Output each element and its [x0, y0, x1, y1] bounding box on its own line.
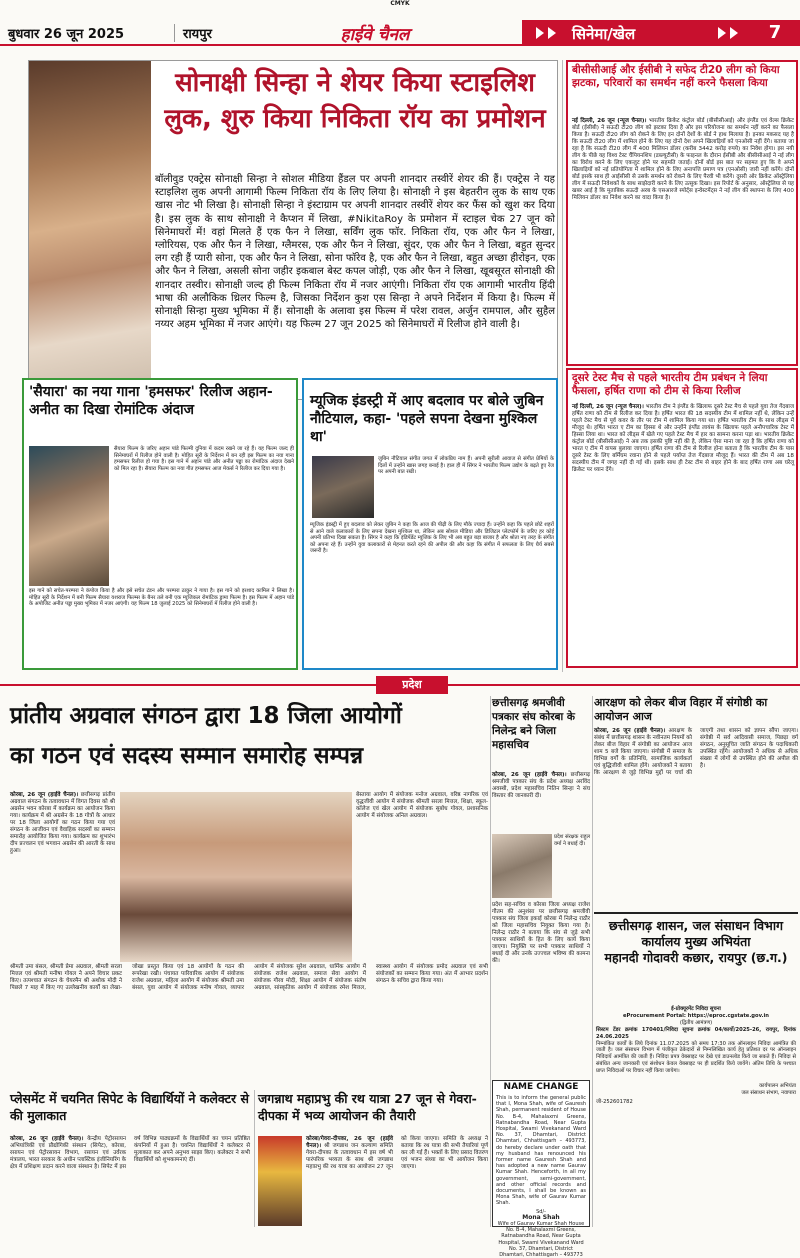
jubin-headline [310, 392, 556, 452]
reservation-headline [594, 696, 798, 726]
tender-notice-number: सिस्टम टेंडर क्रमांक 170401/निविदा सूचना क्रमांक 04/कार्यो/2025-26, रायपुर, दिनांक 24.06.2025 [596, 1026, 796, 1040]
state-story-headline [10, 696, 488, 788]
jubin-body-2-text: म्यूजिक इंडस्ट्री में हुए बदलाव को लेकर जुबिन ने कहा कि आज की पीढ़ी के लिए मौके ज्यादा हैं। उन्होंने कहा कि पहले छोटे शहरों से आने वाले कलाकारों के लिए सपना देखना मुश्किल था, लेकिन अब सोशल मीडिया और डिजिटल प्लेटफॉर्म के जरिए हर कोई अपनी प्रतिभा दिखा सकता है। सिंगर ने कहा कि इंडिपेंडेंट म्यूजिक के लिए भी अब बहुत बड़ा बाजार है और श्रोता नए तरह के संगीत को अपना रहे हैं। उन्होंने युवा कलाकारों से मेहनत करते रहने की अपील की और कहा कि संगीत में सफलता के लिए धैर्य सबसे जरूरी है। [310, 522, 554, 555]
tender-body [596, 1006, 796, 1226]
name-change-sign: Sd/- [536, 1208, 546, 1215]
chevron-right-icon [730, 27, 738, 39]
journalist-story-body1 [492, 772, 590, 832]
jubin-story [302, 378, 558, 670]
cricket-story-2-headline [572, 372, 794, 402]
tender-title-line2: कार्यालय मुख्य अभियंता [641, 934, 751, 949]
tender-office: जल संसाधन संभाग, नवापारा [741, 1089, 796, 1096]
tender-title [594, 918, 798, 1002]
cmyk-marker [380, 0, 420, 10]
saiyaara-body-1-text: सैयारा फिल्म के जरिए अहान पांडे फिल्मी दुनिया में कदम रखने जा रहे हैं। यह फिल्म जल्द ही सिनेमाघरों में रिलीज होने वाली है। मोहित सूरी के निर्देशन में बन रही इस फिल्म का नया गाना हमसफर रिलीज हो गया है। इस गाने में अहान पांडे और अनीत पड्डा का रोमांटिक अंदाज देखने को मिल रहा है। सैयारा फिल्म का नया गीत हमसफर आज मेकर्स ने रिलीज कर दिया गया है। [114, 446, 294, 472]
lead-headline-line2: लुक, शुरु किया निकिता रॉय का प्रमोशन [164, 104, 546, 134]
saiyaara-photo [29, 446, 109, 586]
jubin-photo [312, 456, 374, 518]
placement-body [10, 1136, 250, 1226]
reservation-headline-text: आरक्षण को लेकर बीज विहार में संगोष्ठी का आयोजन आज [594, 696, 768, 723]
journalist-story-dateline: कोरबा, 26 जून (हाईवे चैनल)। [492, 772, 567, 778]
chevron-right-icon [718, 27, 726, 39]
lead-photo [29, 61, 151, 399]
tender-signature: कार्यपालन अभियंता [759, 1083, 796, 1090]
reservation-dateline: कोरबा, 26 जून (हाईवे चैनल)। [594, 728, 666, 734]
name-change-name: Mona Shah [522, 1213, 560, 1221]
lead-story [28, 60, 558, 400]
state-story-col1 [10, 792, 115, 960]
saiyaara-headline [29, 383, 295, 439]
state-story-dateline: कोरबा, 26 जून (हाईवे चैनल)। [10, 792, 79, 798]
name-change-address: Wife of Gaurav Kumar Shah House No. B-4, Mahalaxmi Greens, Ratnabandha Road, Near Gupta Hospital, Swami Vivekanand Ward No. 37, Dhamtari, District Dhamtari, Chhattisgarh – 493773 [497, 1221, 585, 1258]
cricket-story-1-text: भारतीय क्रिकेट कंट्रोल बोर्ड (बीसीसीआई) और इंग्लैंड एवं वेल्स क्रिकेट बोर्ड (ईसीबी) ने सऊदी टी20 लीग को झटका दिया है और इस परियोजना का समर्थन नहीं करने का फैसला किया है। सऊदी टी20 लीग को रोकने के लिए इन दोनों देशों के बोर्ड ने हाथ मिलाया है। इनका मकसद यह है कि सऊदी टी20 लीग में शामिल होने के लिए यह दोनों देश अपने खिलाड़ियों को एनओसी नहीं देंगे। बताया जा रहा है कि सऊदी टी20 लीग में 400 मिलियन डॉलर (करीब 3442 करोड़ रुपये) का निवेश होगा। इस नयी लीग के पीछे यह विश्व टेस्ट चैंपियनशिप (डब्ल्यूटीसी) के फाइनल के दौरान ईसीबी और बीसीसीआई ने नई लीग का विरोध करने के लिए एकजुट होने पर सहमति जताई। दोनों बोर्ड इस बात पर सहमत हुए कि वे अपने खिलाड़ियों को नई प्रतियोगिता में शामिल होने के लिए अनापत्ति प्रमाण पत्र (एनओसी) जारी नहीं करेंगे। दोनों बोर्ड इसके साथ ही आईसीसी से उसके समर्थन को रोकने के लिए पैरवी भी करेंगे। दूसरी ओर क्रिकेट ऑस्ट्रेलिया लीग में सऊदी निवेशकों के साथ साझेदारी करने के लिए उत्सुक दिखा। इस रिपोर्ट के अनुसार, ऑस्ट्रेलिया से यह खबर आई है कि मुताबिक सऊदी अरब के एसआरजे स्पोर्ट्स इन्वेस्टमेंट्स ने नई लीग की स्थापना के लिए 400 मिलियन डॉलर का निवेश करने का वादा किया है। [572, 118, 794, 201]
journalist-story-body2-text: प्रदेश सह-सचिव व कोरबा जिला अध्यक्ष राजेश गौतम की अनुशंसा पर छत्तीसगढ़ श्रमजीवी पत्रकार संघ जिला इकाई कोरबा में निलेन्द्र राठौर को जिला महासचिव नियुक्त किया गया है। निलेन्द्र राठौर ने बताया कि संघ से जुड़े सभी पत्रकार साथियों के हित के लिए कार्य किया जाएगा। नियुक्ति पर सभी पत्रकार साथियों ने बधाई दी और उनके उज्ज्वल भविष्य की कामना की। [492, 902, 590, 964]
cricket-story-1-body [572, 118, 794, 362]
tender-portal: eProcurement Portal: https://eproc.cgstate.gov.in [623, 1012, 769, 1019]
tender-subtitle: ई-प्रोक्यूरमेंट निविदा सूचना [671, 1006, 721, 1012]
rath-body [306, 1136, 488, 1226]
journalist-story-headline [492, 696, 590, 770]
reservation-body [594, 728, 798, 906]
saiyaara-story [22, 378, 298, 670]
state-story-col3 [10, 964, 488, 1088]
tender-notice [594, 912, 798, 1227]
cmyk-label: CMYK [390, 0, 410, 7]
rath-headline-text: जगन्नाथ महाप्रभु की रथ यात्रा 27 जून से गेवरा-दीपका में भव्य आयोजन की तैयारी [258, 1091, 477, 1123]
jubin-headline-text: म्यूजिक इंडस्ट्री में आए बदलाव पर बोले जुबिन नौटियाल, कहा- 'पहले सपना देखना मुश्किल था' [310, 393, 544, 445]
chevron-right-icon [536, 27, 544, 39]
section-band [0, 676, 800, 694]
jubin-body-2 [310, 522, 554, 668]
state-story-body3: श्रीमती उमा बंसल, श्रीमती प्रेमा अग्रवाल, श्रीमती सरला मित्तल एवं श्रीमती मनीषा गोयल ने अपने विचार प्रकट किए। तत्पश्चात संगठन के चेयरमैन श्री अशोक मोदी ने पिछले 7 माह में किए गए उल्लेखनीय कार्यों का लेखा-जोखा प्रस्तुत किया एवं 18 आयोगों के गठन की रूपरेखा रखी। पंचायत पारिवारिक आयोग में संयोजक राजेश अग्रवाल, महिला आयोग में संयोजक श्रीमती उमा बंसल, युवा आयोग में संयोजक मनीष गोयल, व्यापार आयोग में संयोजक सुरेश अग्रवाल, धार्मिक आयोग में संयोजक राजेश अग्रवाल, समाज सेवा आयोग में संयोजक गौरव मोदी, शिक्षा आयोग में संयोजक संतोष अग्रवाल, सांस्कृतिक आयोग में संयोजक रमेश मित्तल, स्वास्थ्य आयोग में संयोजक प्रमोद अग्रवाल एवं सभी संयोजकों का सम्मान किया गया। अंत में आभार प्रदर्शन संगठन के सचिव द्वारा किया गया। [10, 964, 488, 991]
name-change-text: This is to inform the general public that I, Mona Shah, wife of Gauresh Shah, permanent resident of House No. B-4, Mahalaxmi Greens, Ratnabandha Road, Near Gupta Hospital, Swami Vivekanand Ward No. 37, Dhamtari, District Dhamtari, Chhattisgarh – 493773, do hereby declare under oath that my husband has renounced his former name Gauresh Shah and has adopted a new name Gaurav Kumar Shah. Henceforth, in all my government, semi-government, and other official records and documents, I shall be known as Mona Shah, wife of Gaurav Kumar Shah. [496, 1095, 586, 1207]
chevron-right-icon [548, 27, 556, 39]
column-divider [592, 696, 593, 1227]
state-story-col2 [356, 792, 488, 872]
placement-headline-text: प्लेसमेंट में चयनित सिपेट के विद्यार्थियों ने कलेक्टर से की मुलाकात [10, 1091, 249, 1123]
placement-dateline: कोरबा, 26 जून (हाईवे चैनल)। [10, 1136, 84, 1142]
name-change-title: NAME CHANGE [503, 1082, 579, 1092]
column-divider [254, 1090, 255, 1227]
journalist-story-body1b [554, 834, 590, 898]
state-story-photo [120, 792, 352, 962]
reservation-story [594, 696, 798, 908]
journalist-story [492, 696, 590, 1076]
lead-headline [155, 65, 555, 173]
state-story-headline-line2: का गठन एवं सदस्य सम्मान समारोह सम्पन्न [10, 743, 364, 769]
lead-body-text: बॉलीवुड एक्ट्रेस सोनाक्षी सिन्हा ने सोशल मीडिया हैंडल पर अपनी शानदार तस्वीरें शेयर की हैं। एक्ट्रेस ने यह स्टाइलिश लुक अपनी आगामी फिल्म निकिता रॉय के लिए लिया है। सोनाक्षी ने इस बेहतरीन लुक के साथ एक खास नोट भी लिखा है। सोनाक्षी सिन्हा ने इंस्टाग्राम पर अपनी शानदार तस्वीरें शेयर कर फैंस को खुश कर दिया है। इस लुक के साथ सोनाक्षी ने कैप्शन में लिखा, #NikitaRoy के प्रमोशन में स्टाइल चेक 27 जून को सिनेमाघरों में! वहां मिलते हैं एक फैन ने लिखा, सर्विंग लुक फॉर. निकिता रॉय, एक और फैन ने लिखा, ग्लोरियस, एक और फैन ने लिखा, ग्लैमरस, एक और फैन ने लिखा, सुंदर, एक और फैन ने लिखा, बहुत सुन्दर लग रही हैं प्यारी सोना, एक और फैन ने लिखा, सोना फॉरेव है, एक और फैन ने लिखा, बहुत अच्छा हीरोइन, एक और फैन ने लिखा, असली सोना जहीर इकबाल बेस्ट कपल जोड़ी, एक और फैन ने लिखा, खूबसूरत सोनाक्षी की शानदार तस्वीर। सोनाक्षी जल्द ही फिल्म निकिता रॉय में नजर आएंगी। निकिता रॉय एक आगामी भारतीय हिंदी भाषा की अलौकिक थ्रिलर फिल्म है, जिसका निर्देशन कुश एस सिन्हा ने अपने निर्देशन में किया है। फिल्म में सोनाक्षी सिन्हा मुख्य भूमिका में हैं। सोनाक्षी के अलावा इस फिल्म में परेश रावल, अर्जुन रामपाल, और सुहैल नय्यर अहम भूमिका में नजर आएंगे। यह फिल्म 27 जून 2025 को सिनेमाघरों में रिलीज होने वाली है। [155, 174, 555, 331]
journalist-story-body2 [492, 902, 590, 1074]
section-title: सिनेमा/खेल [572, 25, 636, 43]
issue-date: बुधवार 26 जून 2025 [8, 27, 125, 42]
state-story-body1: छत्तीसगढ़ प्रांतीय अग्रवाल संगठन के तत्वावधान में विगत दिवस को श्री अग्रसेन भवन कोरबा में कार्यक्रम का आयोजन किया गया। कार्यक्रम में श्री अग्रसेन के 18 गोत्रों के आधार पर 18 जिला आयोगों का गठन किया गया एवं संगठन के आजीवन एवं वैवाहिक सदस्यों का सम्मान समारोह आयोजित किया गया। कार्यक्रम का शुभारंभ दीप प्रज्वलन एवं भगवान अग्रसेन की आरती के साथ हुआ। [10, 792, 115, 854]
jubin-body-1 [378, 456, 554, 520]
cricket-story-1-headline-text: बीसीसीआई और ईसीबी ने सफेद टी20 लीग को किया झटका, परिवारों का समर्थन नहीं करने फैसला किया [572, 64, 780, 89]
cricket-story-2-headline-text: दूसरे टेस्ट मैच से पहले भारतीय टीम प्रबंधन ने लिया फैसला, हर्षित राणा को टीम से किया रिलीज [572, 372, 768, 397]
cricket-story-1 [566, 60, 798, 366]
cricket-story-2-dateline: नई दिल्ली, 26 जून (न्यूज चैनल)। [572, 404, 644, 410]
cricket-story-2-text: भारतीय टीम ने इंग्लैंड के खिलाफ दूसरे टेस्ट मैच से पहले युवा तेज गेंदबाज हर्षित राणा को टीम से रिलीज कर दिया है। हर्षित भारत की 18 सदस्यीय टीम में शामिल नहीं थे, लेकिन उन्हें पहले टेस्ट मैच से पूर्व कवर के तौर पर टीम में शामिल किया गया था। हर्षित भारतीय टीम के साथ लीड्स में मौजूद थे। हर्षित भारत ए टीम का हिस्सा थे और उन्होंने इंग्लैंड लायंस के खिलाफ पहले अनौपचारिक टेस्ट में हिस्सा लिया था। भारत को लीड्स में खेले गए पहले टेस्ट मैच में हार का सामना करना पड़ा था। भारतीय क्रिकेट कंट्रोल बोर्ड (बीसीसीआई) ने अब तक इसकी पुष्टि नहीं की है, लेकिन ऐसा माना जा रहा है कि हर्षित राणा को भारत ए टीम में वापस बुलाया जाएगा। हर्षित राणा की टीम से रिलीज होना बताता है कि भारतीय टीम के पास दूसरे टेस्ट के लिए बर्मिंघम रवाना होने से पहले पर्याप्त तेज गेंदबाज मौजूद हैं। भारत की टीम में अब 18 सदस्यीय टीम में जगह नहीं दी गई थी। इसके साथ ही टेस्ट टीम से बाहर होने के बाद हर्षित राणा अब घरेलू क्रिकेट पर ध्यान देंगे। [572, 404, 794, 473]
placement-body-text: केन्द्रीय पेट्रोरसायन अभियांत्रिकी एवं प्रौद्योगिकी संस्थान (सिपेट), कोरबा, रसायन एवं पेट्रोरसायन विभाग, रसायन एवं उर्वरक मंत्रालय, भारत सरकार के अधीन प्लास्टिक इंजीनियरिंग के क्षेत्र में प्रशिक्षण प्रदान करने वाला संस्थान है। सिपेट में इस वर्ष विभिन्न पाठ्यक्रमों के विद्यार्थियों का चयन प्रतिष्ठित कंपनियों में हुआ है। चयनित विद्यार्थियों ने कलेक्टर से मुलाकात कर अपने अनुभव साझा किए। कलेक्टर ने सभी विद्यार्थियों को शुभकामनाएं दीं। [10, 1136, 250, 1170]
page-number: 7 [768, 22, 782, 43]
edition-city: रायपुर [174, 24, 244, 42]
state-story-headline-line1: प्रांतीय अग्रवाल संगठन द्वारा 18 जिला आयोगों [10, 703, 402, 729]
section-band-label: प्रदेश [376, 676, 448, 694]
tender-section: (द्वितीय आमंत्रण) [679, 1019, 713, 1026]
rath-photo [258, 1136, 302, 1226]
state-story-body2: बेस्ताया आयोग में संयोजक मनोज अग्रवाल, वरिष्ठ नागरिक एवं वृद्धजीवी आयोग में संयोजक श्रीमती सरला मित्तल, शिक्षा, स्कूल-कॉलेज एवं खेल आयोग में संयोजक सुबोध गोयल, प्रशासनिक आयोग में संयोजक अनिल अग्रवाल। [356, 792, 488, 819]
name-change-notice [492, 1080, 590, 1258]
jubin-body-1-text: जुबिन नौटियाल संगीत जगत में लोकप्रिय नाम हैं। अपनी सुरीली आवाज से संगीत प्रेमियों के दिलों में उन्होंने खास जगह बनाई है। हाल ही में सिंगर ने भारतीय फिल्म उद्योग के बढ़ते हुए रेंज पर अपनी बात रखी। [378, 456, 554, 476]
tender-title-line3: महानदी गोदावरी कछार, रायपुर (छ.ग.) [604, 950, 788, 965]
rath-body-text: श्री जगन्नाथ जन कल्याण समिति गेवरा-दीपका के तत्वावधान में इस वर्ष भी पारंपरिक भव्यता के साथ श्री जगन्नाथ महाप्रभु की रथ यात्रा का आयोजन 27 जून को किया जाएगा। समिति के अध्यक्ष ने बताया कि रथ यात्रा की सभी तैयारियां पूर्ण कर ली गई हैं। भक्तों के लिए प्रसाद वितरण एवं भजन संध्या का भी आयोजन किया जाएगा। [306, 1136, 488, 1170]
cricket-story-1-headline [572, 64, 794, 116]
section-bar [522, 20, 800, 46]
reservation-body-text: आरक्षण के संबंध में छत्तीसगढ़ शासन के नवीनतम नियमों को लेकर बीज विहार में संगोष्ठी का आयोजन आज शाम 5 बजे किया जाएगा। संगोष्ठी में समाज के विभिन्न वर्गों के प्रतिनिधि, सामाजिक कार्यकर्ता एवं बुद्धिजीवी शामिल होंगे। आयोजकों ने बताया कि आरक्षण से जुड़े विभिन्न मुद्दों पर चर्चा की जाएगी तथा शासन को ज्ञापन सौंपा जाएगा। संगोष्ठी में सर्व आदिवासी समाज, पिछड़ा वर्ग संगठन, अनुसूचित जाति संगठन के पदाधिकारी उपस्थित रहेंगे। आयोजकों ने अधिक से अधिक संख्या में लोगों से उपस्थित होने की अपील की है। [594, 728, 798, 776]
journalist-story-body1-text: छत्तीसगढ़ श्रमजीवी पत्रकार संघ के प्रदेश अध्यक्ष अरविंद अवस्थी, प्रदेश महासचिव नितिन सिन्हा ने संघ विस्तार की जानकारी दी। [492, 772, 590, 799]
saiyaara-body-2 [29, 588, 294, 668]
saiyaara-body-1 [114, 446, 294, 586]
cricket-story-1-dateline: नई दिल्ली, 26 जून (न्यूज चैनल)। [572, 118, 647, 124]
tender-ref: जी-252601782 [596, 1098, 633, 1105]
placement-headline [10, 1090, 250, 1134]
column-divider [562, 60, 563, 672]
tender-body-text: निम्नांकित कार्यों के लिये दिनांक 11.07.2025 को समय 17:30 तक ऑनलाइन निविदा आमंत्रित की जाती है। जल संसाधन विभाग में पंजीकृत ठेकेदारों से निम्नलिखित कार्य हेतु प्रतिशत दर पर ऑनलाइन निविदायें आमंत्रित की जाती हैं। निविदा प्रपत्र वेबसाइट पर देखे एवं डाउनलोड किये जा सकते हैं। निविदा से संबंधित अन्य जानकारी एवं संशोधन केवल वेबसाइट पर ही प्रदर्शित किये जायेंगे। अंतिम तिथि के पश्चात प्राप्त निविदाओं पर विचार नहीं किया जायेगा। [596, 1040, 796, 1075]
saiyaara-headline-text: 'सैयारा' का नया गाना 'हमसफर' रिलीज अहान-अनीत का दिखा रोमांटिक अंदाज [29, 384, 273, 418]
newspaper-brand: हाईवे चैनल [340, 25, 410, 45]
cricket-story-2 [566, 368, 798, 668]
lead-body [155, 173, 555, 398]
lead-headline-line1: सोनाक्षी सिन्हा ने शेयर किया स्टाइलिश [175, 68, 535, 98]
saiyaara-body-2-text: इस गाने को सचेत-परम्परा ने कंपोज किया है और इसे सचेत टंडन और परम्परा ठाकुर ने गाया है। इस गाने को इरशाद कामिल ने लिखा है। मोहित सूरी के निर्देशन में बनी फिल्म सैयारा यशराज फिल्म्स के बैनर तले बनी एक म्यूजिकल रोमांटिक ड्रामा फिल्म है। इस फिल्म में अहान पांडे के अपोजिट अनीत पड्डा मुख्य भूमिका में नजर आएंगी। यह फिल्म 18 जुलाई 2025 को सिनेमाघरों में रिलीज होने वाली है। [29, 588, 294, 608]
rath-headline [258, 1090, 488, 1134]
rath-dateline: कोरबा/गेवरा-दीपका, 26 जून (हाईवे चैनल)। [306, 1136, 393, 1149]
journalist-story-headline-text: छत्तीसगढ़ श्रमजीवी पत्रकार संघ कोरबा के निलेन्द्र बने जिला महासचिव [492, 697, 575, 751]
journalist-photo [492, 834, 552, 898]
tender-title-line1: छत्तीसगढ़ शासन, जल संसाधन विभाग [608, 918, 784, 933]
name-change-body [496, 1095, 586, 1258]
journalist-story-body1b-text: प्रदेश संरक्षक राहुल वर्मा ने बधाई दी। [554, 834, 590, 847]
column-divider [490, 696, 491, 1227]
masthead [0, 20, 800, 46]
cricket-story-2-body [572, 404, 794, 666]
